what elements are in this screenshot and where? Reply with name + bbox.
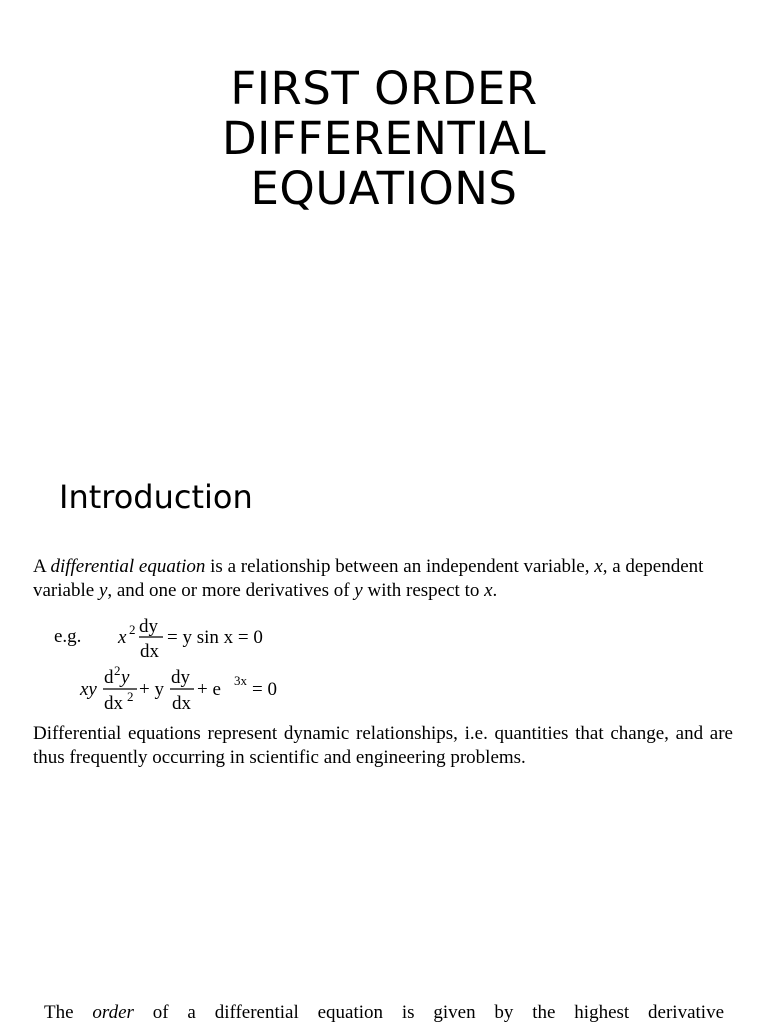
title-line-3: EQUATIONS xyxy=(250,162,518,215)
eq1-numerator: dy xyxy=(139,616,158,637)
order-text-2: of a differential equation is given by the highest derivative xyxy=(133,1002,724,1023)
eq2-xy: xy xyxy=(80,679,97,700)
eq2-den1: dx xyxy=(104,693,123,714)
variable-x: x xyxy=(594,556,603,577)
section-heading: Introduction xyxy=(59,478,253,516)
title-line-1: FIRST ORDER xyxy=(230,62,538,115)
eq1-exponent: 2 xyxy=(129,622,136,637)
title-line-2: DIFFERENTIAL xyxy=(221,112,547,165)
variable-y-2: y xyxy=(354,580,363,601)
eq1-denominator: dx xyxy=(140,641,159,662)
variable-y: y xyxy=(98,580,108,601)
order-text-1: The xyxy=(44,1002,93,1023)
definition-text-2: is a relationship between an independent variable, xyxy=(205,556,595,577)
eq2-exp-3x: 3x xyxy=(234,673,247,688)
example-label: e.g. xyxy=(54,626,82,647)
definition-text-3: , a dependent variable xyxy=(33,556,704,601)
definition-text-6: . xyxy=(492,580,498,601)
definition-text-4: , and one or more derivatives of xyxy=(107,580,355,601)
eq2-den1-exponent: 2 xyxy=(127,689,134,704)
definition-text-1: A xyxy=(33,556,51,577)
eq2-num1-d: d xyxy=(104,667,114,688)
eq2-den2: dx xyxy=(172,693,191,714)
eq2-plus-y: + y xyxy=(139,679,164,700)
dynamics-paragraph: Differential equations represent dynamic relationships, i.e. quantities that change, and are thus frequently occurring in scientific and engineering problems. xyxy=(33,723,733,768)
eq2-plus-e: + e xyxy=(197,679,221,700)
eq1-rhs: = y sin x = 0 xyxy=(167,627,263,648)
definition-text-5: with respect to xyxy=(362,580,485,601)
order-term: order xyxy=(92,1002,134,1023)
eq2-equals-zero: = 0 xyxy=(252,679,277,700)
eq2-num1-exponent: 2 xyxy=(114,663,121,678)
eq1-x: x xyxy=(118,627,127,648)
order-paragraph xyxy=(44,1001,724,1025)
eq2-num2: dy xyxy=(171,667,190,688)
variable-x-2: x xyxy=(484,580,493,601)
eq2-num1-var: y xyxy=(121,667,130,688)
definition-term: differential equation xyxy=(50,556,206,577)
